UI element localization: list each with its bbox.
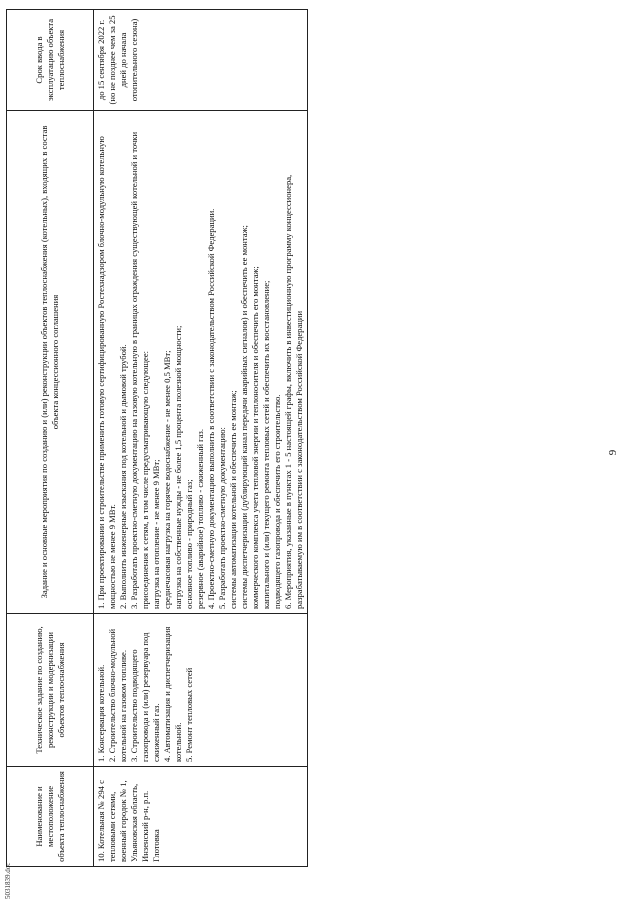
task-item: 2. Выполнить инженерные изыскания под котельной и дымовой трубой. bbox=[118, 344, 128, 609]
task-item: 5. Разработать проектно-сметную документацию: bbox=[217, 427, 227, 609]
technical-item: 1. Консервация котельной. bbox=[96, 664, 106, 762]
cell-object bbox=[94, 767, 308, 867]
page-number: 9 bbox=[607, 449, 619, 456]
task-item: подводящего газопровода и обеспечить его строительство. bbox=[272, 394, 282, 609]
object-name: Котельная № 294 с тепловыми сетями, военный городок № 1, Ульяновская область, Инзенский р-н, р.п. Глотовка bbox=[96, 780, 161, 862]
technical-item: 3. Строительство подводящего газопровода и (или) резервуара под сжиженный газ. bbox=[129, 632, 161, 762]
task-item: 4. Проектно-сметную документацию выполнить в соответствии с законодательством Российской Федерации. bbox=[206, 208, 216, 609]
header-deadline: Срок ввода в эксплуатацию объекта теплоснабжения bbox=[7, 10, 94, 111]
task-item: нагрузка на отопление - не менее 9 МВт; bbox=[151, 459, 161, 609]
table-header-row bbox=[7, 10, 94, 867]
header-name: Наименование и местоположение объекта теплоснабжения bbox=[7, 767, 94, 867]
task-item: основное топливо - природный газ; bbox=[184, 479, 194, 609]
row-number: 10. bbox=[96, 851, 106, 862]
task-item: 1. При проектировании и строительстве применить готовую сертифицированную Ростехнадзором блочно-модульную котельную мощностью не менее 9 МВт. bbox=[96, 136, 117, 609]
technical-item: 4. Автоматизация и диспетчеризация котельной. bbox=[162, 626, 183, 762]
task-item: нагрузка на собственные нужды - не более 1,5 процента полезной мощности; bbox=[173, 325, 183, 609]
document-id: 5031839.doc bbox=[4, 862, 12, 899]
header-tasks: Задание и основные мероприятия по созданию и (или) реконструкции объектов теплоснабжения (котельных), входящих в состав объекта концессионного соглашения bbox=[7, 111, 94, 614]
task-item: среднечасовая нагрузка на горячее водоснабжение - не менее 0,5 МВт; bbox=[162, 350, 172, 609]
header-technical: Техническое задание по созданию, реконструкции и модернизации объектов теплоснабжения bbox=[7, 614, 94, 767]
cell-technical bbox=[94, 614, 308, 767]
task-item: системы автоматизации котельной и обеспечить ее монтаж; bbox=[228, 390, 238, 609]
technical-item: 2. Строительство блочно-модульной котельной на газовом топливе. bbox=[107, 628, 128, 762]
heat-supply-table bbox=[6, 9, 308, 867]
task-item: 3. Разработать проектно-сметную документацию на газовую котельную в границах ограждения существующей котельной и точки присоединения к сетям, в том числе предусматривающую следующее: bbox=[129, 131, 150, 609]
task-item: капитального и (или) текущего ремонта тепловых сетей и обеспечить их восстановление; bbox=[261, 280, 271, 609]
table-row bbox=[94, 10, 308, 867]
task-item: коммерческого комплекса учета тепловой энергии и теплоносителя и обеспечить его монтаж; bbox=[250, 266, 260, 609]
task-item: системы диспетчеризации (дублирующий канал передачи аварийных сигналов) и обеспечить ее монтаж; bbox=[239, 225, 249, 609]
cell-tasks bbox=[94, 111, 308, 614]
task-item: резервное (аварийное) топливо - сжиженный газ. bbox=[195, 429, 205, 609]
cell-deadline: до 15 сентября 2022 г. (но не позднее чем за 25 дней до начала отопительного сезона) bbox=[94, 10, 308, 111]
task-item: 6. Мероприятия, указанные в пунктах 1 - 5 настоящей графы, включить в инвестиционную программу концессионера, разрабатываемую им в соответствии с законодательством Российской Федерации bbox=[283, 174, 304, 609]
technical-item: 5. Ремонт тепловых сетей bbox=[184, 667, 194, 762]
